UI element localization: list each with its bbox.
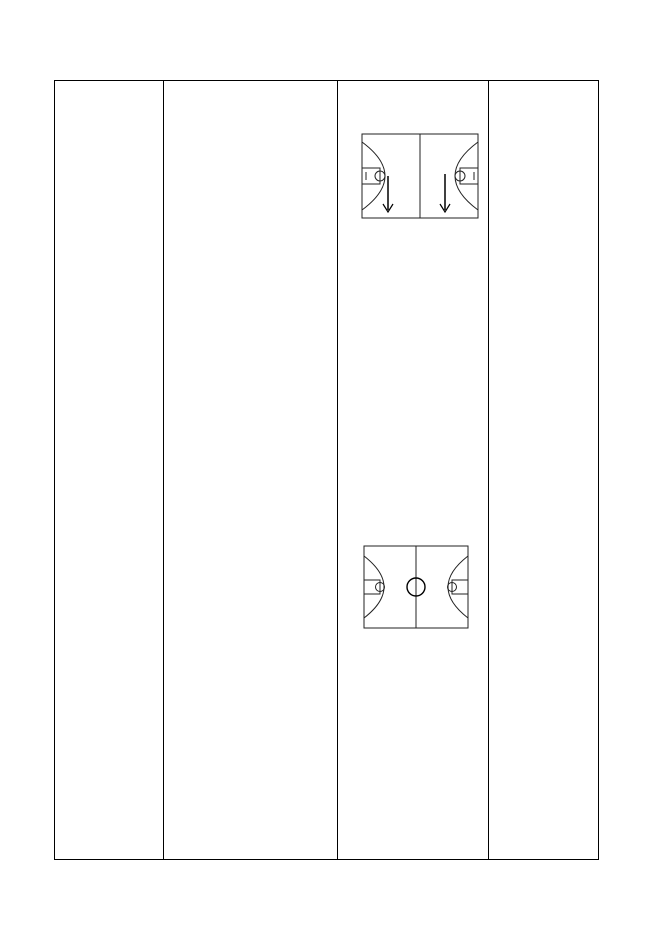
right-key-2	[452, 580, 468, 594]
table-col-divider-3	[488, 80, 489, 860]
procedure-heading	[172, 82, 334, 150]
left-key	[362, 168, 380, 184]
right-key	[460, 168, 478, 184]
right-three-point-arc-2	[448, 556, 468, 618]
table-border-top	[54, 80, 599, 81]
left-three-point-arc	[362, 142, 385, 210]
table-border-right	[598, 80, 599, 860]
table-col-divider-2	[337, 80, 338, 860]
heading-line-1	[172, 82, 334, 116]
table-col-divider-1	[163, 80, 164, 860]
heading-line-2	[172, 116, 334, 150]
right-three-point-arc	[455, 142, 478, 210]
game2-court-diagram	[350, 534, 480, 644]
table-border-bottom	[54, 859, 599, 860]
left-key-2	[364, 580, 380, 594]
table-border-left	[54, 80, 55, 860]
left-three-point-arc-2	[364, 556, 384, 618]
game1-court-diagram	[350, 104, 480, 234]
